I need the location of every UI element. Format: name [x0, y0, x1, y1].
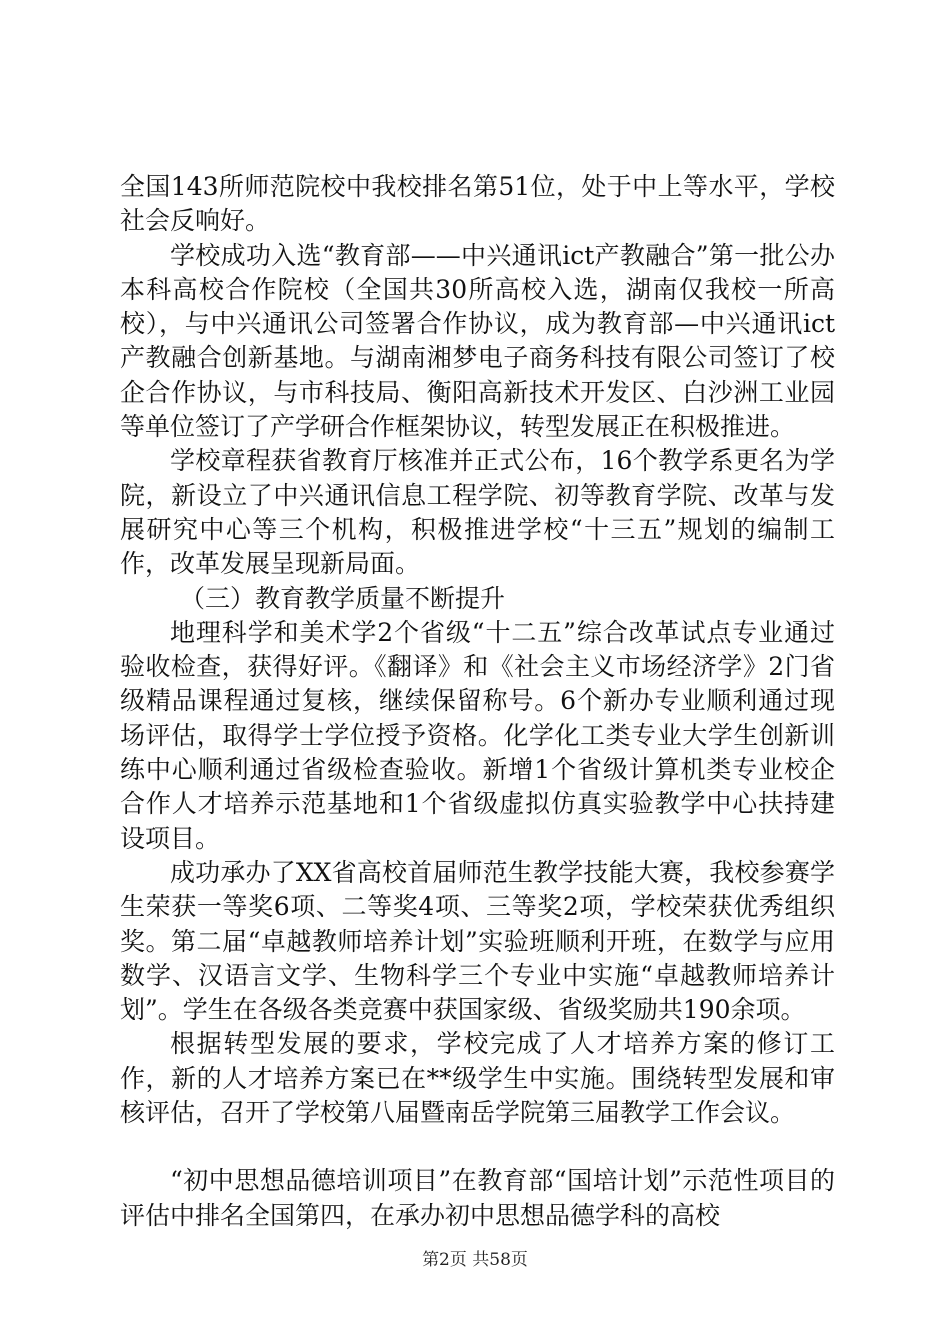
- paragraph-majors-review: 地理科学和美术学2个省级“十二五”综合改革试点专业通过验收检查，获得好评。《翻译》和《社会主义市场经济学》2门省级精品课程通过复核，继续保留称号。6个新办专业顺利通过现场评估，取得学士学位授予资格。化学化工类专业大学生创新训练中心顺利通过省级检查验收。新增1个省级计算机类专业校企合作人才培养示范基地和1个省级虚拟仿真实验教学中心扶持建设项目。: [120, 617, 835, 853]
- paragraph-charter: 学校章程获省教育厅核准并正式公布，16个教学系更名为学院，新设立了中兴通讯信息工程学院、初等教育学院、改革与发展研究中心等三个机构，积极推进学校“十三五”规划的编制工作，改革发展呈现新局面。: [120, 446, 835, 579]
- paragraph-training-plan: 根据转型发展的要求，学校完成了人才培养方案的修订工作，新的人才培养方案已在**级学生中实施。围绕转型发展和审核评估，召开了学校第八届暨南岳学院第三届教学工作会议。: [120, 1029, 835, 1128]
- paragraph-skills-contest: 成功承办了XX省高校首届师范生教学技能大赛，我校参赛学生荣获一等奖6项、二等奖4项、三等奖2项，学校荣获优秀组织奖。第二届“卓越教师培养计划”实验班顺利开班，在数学与应用数学、汉语言文学、生物科学三个专业中实施“卓越教师培养计划”。学生在各级各类竞赛中获国家级、省级奖励共190余项。: [120, 857, 835, 1025]
- page-footer: 第2页 共58页: [422, 1250, 528, 1270]
- paragraph-national-training: “初中思想品德培训项目”在教育部“国培计划”示范性项目的评估中排名全国第四，在承办初中思想品德学科的高校: [120, 1166, 835, 1230]
- section-heading-teaching-quality: （三）教育教学质量不断提升: [180, 583, 506, 613]
- paragraph-ict-partnership: 学校成功入选“教育部——中兴通讯ict产教融合”第一批公办本科高校合作院校（全国共30所高校入选，湖南仅我校一所高校），与中兴通讯公司签署合作协议，成为教育部—中兴通讯ict产教融合创新基地。与湖南湘梦电子商务科技有限公司签订了校企合作协议，与市科技局、衡阳高新技术开发区、白沙洲工业园等单位签订了产学研合作框架协议，转型发展正在积极推进。: [120, 240, 835, 442]
- document-body: [120, 170, 835, 1233]
- paragraph-spacer: [120, 1130, 835, 1164]
- paragraph-ranking: 全国143所师范院校中我校排名第51位，处于中上等水平，学校社会反响好。: [120, 172, 835, 236]
